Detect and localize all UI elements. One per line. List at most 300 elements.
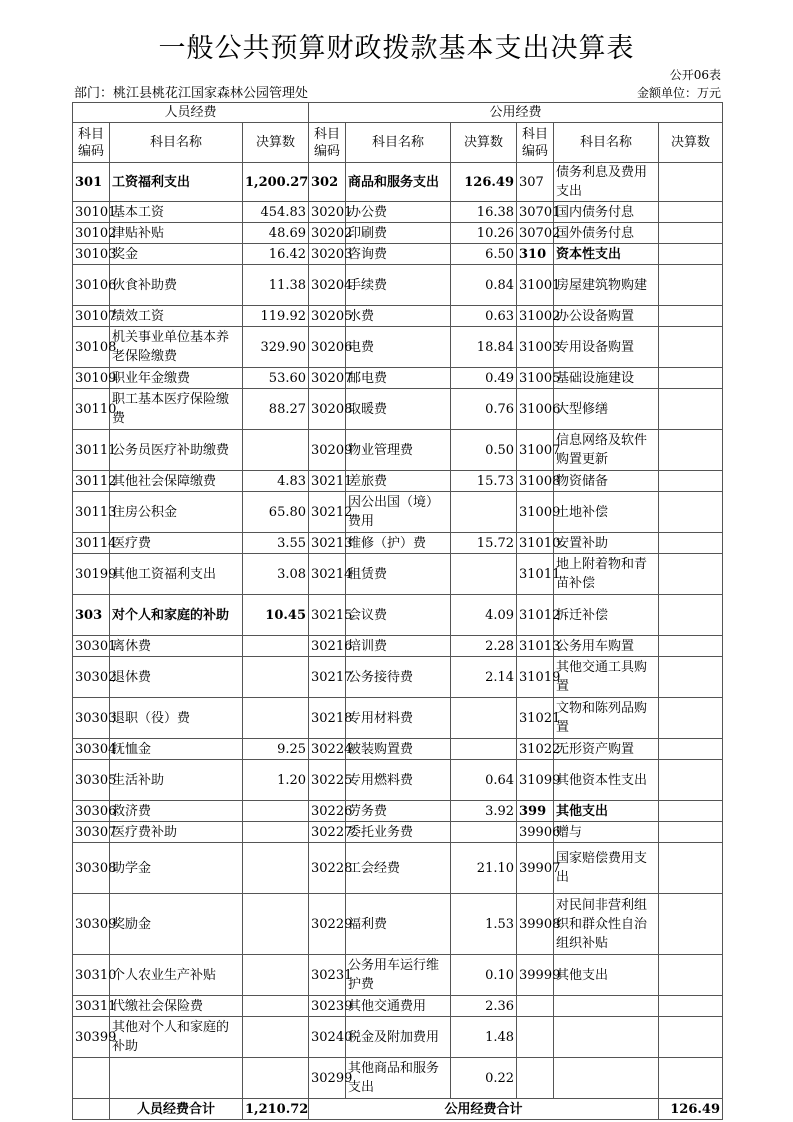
cell-amount: 0.63: [451, 306, 517, 327]
cell-name: 拆迁补偿: [554, 595, 659, 636]
cell-name: 奖励金: [110, 894, 243, 955]
cell-name: 赠与: [554, 822, 659, 843]
cell-amount: 329.90: [243, 327, 309, 368]
amount-header: 决算数: [451, 123, 517, 163]
table-row: [73, 202, 723, 223]
cell-code: 30217: [309, 657, 346, 698]
cell-amount: [659, 894, 723, 955]
cell-code: 31008: [517, 471, 554, 492]
cell-code: 30224: [309, 739, 346, 760]
cell-amount: [659, 801, 723, 822]
cell-code: 30204: [309, 265, 346, 306]
cell-code: 31009: [517, 492, 554, 533]
cell-amount: 0.22: [451, 1058, 517, 1099]
code-header: 科目编码: [517, 123, 554, 163]
cell-code: 39906: [517, 822, 554, 843]
cell-amount: [659, 1058, 723, 1099]
cell-amount: [243, 996, 309, 1017]
cell-amount: 0.50: [451, 430, 517, 471]
cell-amount: 2.14: [451, 657, 517, 698]
table-row: [73, 389, 723, 430]
cell-code: 30231: [309, 955, 346, 996]
cell-code: 30239: [309, 996, 346, 1017]
cell-code: 30228: [309, 843, 346, 894]
cell-code: 30207: [309, 368, 346, 389]
cell-code: 307: [517, 163, 554, 202]
cell-amount: 126.49: [451, 163, 517, 202]
cell-amount: 3.55: [243, 533, 309, 554]
cell-name: 其他社会保障缴费: [110, 471, 243, 492]
cell-code: 31002: [517, 306, 554, 327]
cell-name: 伙食补助费: [110, 265, 243, 306]
cell-name: 退职（役）费: [110, 698, 243, 739]
table-row: [73, 327, 723, 368]
cell-code: [517, 1058, 554, 1099]
cell-amount: [451, 822, 517, 843]
cell-amount: [243, 894, 309, 955]
table-row: [73, 698, 723, 739]
cell-amount: [659, 368, 723, 389]
cell-code: 30216: [309, 636, 346, 657]
cell-amount: 1.53: [451, 894, 517, 955]
cell-code: 30206: [309, 327, 346, 368]
public-total-label: 公用经费合计: [309, 1099, 659, 1120]
cell-name: 手续费: [346, 265, 451, 306]
cell-name: 税金及附加费用: [346, 1017, 451, 1058]
cell-name: 其他支出: [554, 955, 659, 996]
cell-amount: [659, 698, 723, 739]
cell-amount: [659, 595, 723, 636]
cell-amount: 6.50: [451, 244, 517, 265]
cell-code: 30112: [73, 471, 110, 492]
table-row: [73, 533, 723, 554]
cell-name: 物资储备: [554, 471, 659, 492]
personnel-total-value: 1,210.72: [243, 1099, 309, 1120]
cell-code: 30702: [517, 223, 554, 244]
cell-amount: 0.64: [451, 760, 517, 801]
cell-code: 30208: [309, 389, 346, 430]
cell-code: 30114: [73, 533, 110, 554]
table-row: [73, 843, 723, 894]
cell-name: 咨询费: [346, 244, 451, 265]
table-row: [73, 1017, 723, 1058]
cell-name: 代缴社会保险费: [110, 996, 243, 1017]
cell-name: 专用燃料费: [346, 760, 451, 801]
cell-name: 津贴补贴: [110, 223, 243, 244]
cell-amount: 10.45: [243, 595, 309, 636]
cell-amount: [659, 533, 723, 554]
cell-amount: [451, 698, 517, 739]
cell-code: 30211: [309, 471, 346, 492]
cell-amount: [243, 955, 309, 996]
personnel-group-header: 人员经费: [73, 103, 309, 123]
cell-name: 其他商品和服务支出: [346, 1058, 451, 1099]
cell-name: 生活补助: [110, 760, 243, 801]
cell-amount: [659, 327, 723, 368]
cell-name: 房屋建筑物购建: [554, 265, 659, 306]
table-row: [73, 801, 723, 822]
cell-amount: 119.92: [243, 306, 309, 327]
cell-name: 水费: [346, 306, 451, 327]
cell-amount: [243, 1017, 309, 1058]
cell-amount: 53.60: [243, 368, 309, 389]
cell-name: 基本工资: [110, 202, 243, 223]
cell-name: 信息网络及软件购置更新: [554, 430, 659, 471]
cell-amount: [659, 760, 723, 801]
table-row: [73, 554, 723, 595]
cell-name: 对民间非营利组织和群众性自治组织补贴: [554, 894, 659, 955]
cell-name: [554, 1058, 659, 1099]
cell-name: 其他对个人和家庭的补助: [110, 1017, 243, 1058]
cell-amount: [659, 244, 723, 265]
table-row: [73, 368, 723, 389]
cell-amount: 16.38: [451, 202, 517, 223]
cell-code: 31099: [517, 760, 554, 801]
group-header-row: [73, 103, 723, 123]
cell-amount: [659, 996, 723, 1017]
cell-code: 39999: [517, 955, 554, 996]
cell-name: 福利费: [346, 894, 451, 955]
cell-code: 30311: [73, 996, 110, 1017]
cell-amount: 15.73: [451, 471, 517, 492]
cell-code: 31022: [517, 739, 554, 760]
cell-code: 31010: [517, 533, 554, 554]
cell-name: 其他交通费用: [346, 996, 451, 1017]
cell-amount: [659, 636, 723, 657]
cell-name: [110, 1058, 243, 1099]
cell-code: 30307: [73, 822, 110, 843]
cell-code: 31012: [517, 595, 554, 636]
cell-name: 奖金: [110, 244, 243, 265]
cell-name: 国外债务付息: [554, 223, 659, 244]
cell-name: 被装购置费: [346, 739, 451, 760]
cell-amount: 21.10: [451, 843, 517, 894]
cell-amount: [451, 492, 517, 533]
code-header: 科目编码: [73, 123, 110, 163]
cell-name: 公务接待费: [346, 657, 451, 698]
cell-code: 31007: [517, 430, 554, 471]
table-row: [73, 1058, 723, 1099]
cell-amount: 1.48: [451, 1017, 517, 1058]
cell-name: 大型修缮: [554, 389, 659, 430]
cell-amount: 65.80: [243, 492, 309, 533]
cell-amount: [659, 739, 723, 760]
cell-amount: 2.36: [451, 996, 517, 1017]
cell-amount: [451, 554, 517, 595]
cell-code: 30701: [517, 202, 554, 223]
cell-code: 30203: [309, 244, 346, 265]
cell-name: 基础设施建设: [554, 368, 659, 389]
cell-amount: [659, 822, 723, 843]
cell-name: 工会经费: [346, 843, 451, 894]
cell-code: 30215: [309, 595, 346, 636]
amount-header: 决算数: [243, 123, 309, 163]
cell-name: 公务用车运行维护费: [346, 955, 451, 996]
cell-code: 30107: [73, 306, 110, 327]
cell-name: 地上附着物和青苗补偿: [554, 554, 659, 595]
cell-code: 30209: [309, 430, 346, 471]
code-header: 科目编码: [309, 123, 346, 163]
cell-name: 办公费: [346, 202, 451, 223]
cell-name: 资本性支出: [554, 244, 659, 265]
cell-amount: [659, 306, 723, 327]
cell-amount: 4.83: [243, 471, 309, 492]
cell-code: 30109: [73, 368, 110, 389]
cell-amount: [243, 843, 309, 894]
totals-spacer: [73, 1099, 110, 1120]
cell-name: 办公设备购置: [554, 306, 659, 327]
cell-name: 其他支出: [554, 801, 659, 822]
cell-name: 离休费: [110, 636, 243, 657]
cell-name: 职业年金缴费: [110, 368, 243, 389]
cell-amount: [243, 1058, 309, 1099]
cell-name: 土地补偿: [554, 492, 659, 533]
cell-amount: 48.69: [243, 223, 309, 244]
cell-amount: [659, 955, 723, 996]
cell-code: 30302: [73, 657, 110, 698]
personnel-total-label: 人员经费合计: [110, 1099, 243, 1120]
cell-code: 30309: [73, 894, 110, 955]
cell-code: 30111: [73, 430, 110, 471]
cell-name: 劳务费: [346, 801, 451, 822]
cell-name: 文物和陈列品购置: [554, 698, 659, 739]
cell-amount: [659, 265, 723, 306]
table-number: 公开06表: [669, 68, 721, 82]
cell-code: [517, 996, 554, 1017]
table-row: [73, 492, 723, 533]
cell-amount: [659, 1017, 723, 1058]
table-body: [73, 103, 723, 1099]
cell-amount: [659, 223, 723, 244]
department-label: 部门：桃江县桃花江国家森林公园管理处: [74, 86, 309, 101]
cell-amount: 15.72: [451, 533, 517, 554]
cell-code: 30213: [309, 533, 346, 554]
cell-name: 助学金: [110, 843, 243, 894]
cell-amount: [659, 471, 723, 492]
cell-name: 医疗费补助: [110, 822, 243, 843]
cell-code: 310: [517, 244, 554, 265]
cell-name: 印刷费: [346, 223, 451, 244]
table-row: [73, 223, 723, 244]
totals-row: [73, 1099, 723, 1120]
cell-amount: [243, 430, 309, 471]
cell-code: 30201: [309, 202, 346, 223]
name-header: 科目名称: [554, 123, 659, 163]
cell-amount: 0.76: [451, 389, 517, 430]
cell-amount: 1.20: [243, 760, 309, 801]
table-row: [73, 760, 723, 801]
cell-name: 物业管理费: [346, 430, 451, 471]
cell-code: 30101: [73, 202, 110, 223]
cell-name: 安置补助: [554, 533, 659, 554]
cell-code: 302: [309, 163, 346, 202]
cell-code: 30240: [309, 1017, 346, 1058]
cell-name: 机关事业单位基本养老保险缴费: [110, 327, 243, 368]
cell-code: 31006: [517, 389, 554, 430]
table-row: [73, 822, 723, 843]
cell-name: 绩效工资: [110, 306, 243, 327]
cell-code: 30214: [309, 554, 346, 595]
cell-name: 专用材料费: [346, 698, 451, 739]
table-row: [73, 306, 723, 327]
cell-name: 商品和服务支出: [346, 163, 451, 202]
cell-amount: [659, 492, 723, 533]
cell-code: 31021: [517, 698, 554, 739]
cell-amount: 18.84: [451, 327, 517, 368]
cell-name: [554, 996, 659, 1017]
cell-code: 30299: [309, 1058, 346, 1099]
table-row: [73, 955, 723, 996]
cell-amount: [243, 801, 309, 822]
cell-amount: 2.28: [451, 636, 517, 657]
cell-code: 303: [73, 595, 110, 636]
table-row: [73, 996, 723, 1017]
cell-name: 公务用车购置: [554, 636, 659, 657]
cell-code: 31003: [517, 327, 554, 368]
cell-name: 因公出国（境）费用: [346, 492, 451, 533]
cell-amount: [659, 389, 723, 430]
cell-code: 30102: [73, 223, 110, 244]
cell-name: 公务员医疗补助缴费: [110, 430, 243, 471]
cell-name: 其他工资福利支出: [110, 554, 243, 595]
column-header-row: [73, 123, 723, 163]
table-row: [73, 636, 723, 657]
cell-amount: [243, 822, 309, 843]
table-row: [73, 471, 723, 492]
cell-code: 31013: [517, 636, 554, 657]
cell-code: 30229: [309, 894, 346, 955]
cell-amount: [659, 554, 723, 595]
unit-label: 金额单位：万元: [636, 86, 721, 100]
expenditure-table: [72, 102, 723, 1120]
cell-amount: [243, 698, 309, 739]
cell-name: 医疗费: [110, 533, 243, 554]
public-group-header: 公用经费: [309, 103, 723, 123]
cell-name: 委托业务费: [346, 822, 451, 843]
cell-code: 30306: [73, 801, 110, 822]
page-title: 一般公共预算财政拨款基本支出决算表: [158, 33, 635, 64]
cell-name: 工资福利支出: [110, 163, 243, 202]
cell-amount: 0.10: [451, 955, 517, 996]
cell-name: 救济费: [110, 801, 243, 822]
cell-code: 30308: [73, 843, 110, 894]
cell-code: 399: [517, 801, 554, 822]
cell-code: [517, 1017, 554, 1058]
cell-code: 30225: [309, 760, 346, 801]
cell-code: 30310: [73, 955, 110, 996]
cell-amount: 11.38: [243, 265, 309, 306]
cell-code: 31001: [517, 265, 554, 306]
cell-name: 会议费: [346, 595, 451, 636]
cell-name: 电费: [346, 327, 451, 368]
table-row: [73, 657, 723, 698]
cell-code: 31005: [517, 368, 554, 389]
cell-amount: 3.92: [451, 801, 517, 822]
table-row: [73, 163, 723, 202]
cell-code: 30110: [73, 389, 110, 430]
name-header: 科目名称: [110, 123, 243, 163]
cell-code: 30202: [309, 223, 346, 244]
cell-amount: [243, 657, 309, 698]
cell-name: 对个人和家庭的补助: [110, 595, 243, 636]
cell-name: 其他资本性支出: [554, 760, 659, 801]
cell-code: 30226: [309, 801, 346, 822]
cell-amount: 88.27: [243, 389, 309, 430]
cell-code: 30218: [309, 698, 346, 739]
cell-amount: 3.08: [243, 554, 309, 595]
cell-amount: 454.83: [243, 202, 309, 223]
cell-code: 30113: [73, 492, 110, 533]
cell-name: 债务利息及费用支出: [554, 163, 659, 202]
cell-amount: 0.49: [451, 368, 517, 389]
cell-name: 抚恤金: [110, 739, 243, 760]
cell-code: 301: [73, 163, 110, 202]
public-total-value: 126.49: [659, 1099, 723, 1120]
cell-amount: [659, 843, 723, 894]
cell-amount: [659, 657, 723, 698]
cell-amount: [451, 739, 517, 760]
cell-code: 30205: [309, 306, 346, 327]
cell-code: 30227: [309, 822, 346, 843]
cell-amount: 0.84: [451, 265, 517, 306]
cell-code: 30303: [73, 698, 110, 739]
name-header: 科目名称: [346, 123, 451, 163]
cell-code: 30106: [73, 265, 110, 306]
cell-amount: 10.26: [451, 223, 517, 244]
cell-name: 退休费: [110, 657, 243, 698]
cell-amount: 9.25: [243, 739, 309, 760]
amount-header: 决算数: [659, 123, 723, 163]
cell-name: 邮电费: [346, 368, 451, 389]
cell-name: 职工基本医疗保险缴费: [110, 389, 243, 430]
table-row: [73, 430, 723, 471]
cell-name: [554, 1017, 659, 1058]
cell-amount: 4.09: [451, 595, 517, 636]
cell-name: 租赁费: [346, 554, 451, 595]
cell-name: 培训费: [346, 636, 451, 657]
cell-name: 维修（护）费: [346, 533, 451, 554]
cell-name: 国家赔偿费用支出: [554, 843, 659, 894]
cell-code: 39908: [517, 894, 554, 955]
cell-code: 30301: [73, 636, 110, 657]
cell-name: 个人农业生产补贴: [110, 955, 243, 996]
table-row: [73, 595, 723, 636]
cell-code: 30304: [73, 739, 110, 760]
cell-code: 30399: [73, 1017, 110, 1058]
cell-code: 30103: [73, 244, 110, 265]
cell-code: 30108: [73, 327, 110, 368]
cell-name: 无形资产购置: [554, 739, 659, 760]
table-row: [73, 894, 723, 955]
cell-code: 30212: [309, 492, 346, 533]
cell-name: 差旅费: [346, 471, 451, 492]
table-row: [73, 265, 723, 306]
cell-code: 30305: [73, 760, 110, 801]
cell-code: [73, 1058, 110, 1099]
cell-name: 住房公积金: [110, 492, 243, 533]
table-row: [73, 739, 723, 760]
cell-amount: [659, 430, 723, 471]
cell-code: 31011: [517, 554, 554, 595]
cell-amount: [659, 202, 723, 223]
cell-amount: [659, 163, 723, 202]
cell-code: 31019: [517, 657, 554, 698]
cell-name: 取暖费: [346, 389, 451, 430]
cell-name: 其他交通工具购置: [554, 657, 659, 698]
cell-code: 39907: [517, 843, 554, 894]
cell-code: 30199: [73, 554, 110, 595]
cell-amount: [243, 636, 309, 657]
